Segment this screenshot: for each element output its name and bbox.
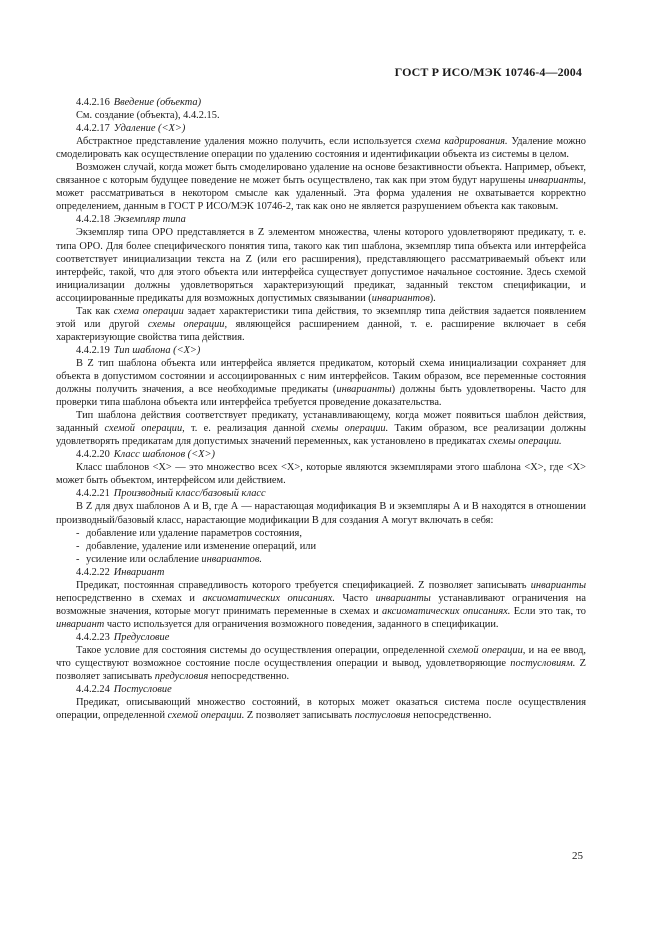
section-heading xyxy=(56,448,586,461)
paragraph: Такое условие для состояния системы до осуществления операции, определенной схемой операции, и на ее ввод, что существуют возможное состояние после осуществления операции и вывод, удовлетворяющие постусловиям. Z позволяет записывать предусловия непосредственно. xyxy=(56,644,586,683)
section-title: Класс шаблонов (<X>) xyxy=(113,449,215,461)
section-title: Тип шаблона (<X>) xyxy=(113,344,201,356)
italic-term: инвариант xyxy=(56,618,105,630)
italic-term: постусловия xyxy=(354,710,411,722)
page-header: ГОСТ Р ИСО/МЭК 10746-4—2004 xyxy=(394,65,582,79)
section-number: 4.4.2.19 xyxy=(76,344,110,356)
paragraph: Тип шаблона действия соответствует предикату, устанавливающему, когда может появиться шаблон действия, заданный схемой операции, т. е. реализация данной схемы операции. Таким образом, все реализации должны удовлетворять предикатам для допустимых значений переменных, как установлено в предикатах схемы операции. xyxy=(56,410,586,448)
section-heading xyxy=(56,683,586,696)
section-heading xyxy=(56,566,586,579)
paragraph: В Z тип шаблона объекта или интерфейса является предикатом, который схема инициализации сохраняет для объекта в допустимом состоянии и ассоциированных с ним интерфейсов. Таким образом, все переменные состояния должны получить значения, а все необходимые предикаты (инварианты) должны быть удовлетворены. Часто для проверки типа шаблона объекта или интерфейса требуется проведение доказательства. xyxy=(56,357,586,409)
italic-term: схемой операции. xyxy=(167,710,245,722)
section-heading xyxy=(56,487,586,500)
section-number: 4.4.2.22 xyxy=(76,566,110,578)
paragraph: Предикат, описывающий множество состояний, в которых может оказаться система после осуществления операции, определенной схемой операции. Z позволяет записывать постусловия непосредственно. xyxy=(56,697,586,722)
italic-term: инварианты xyxy=(336,384,392,396)
section-heading xyxy=(56,122,586,135)
section-title: Постусловие xyxy=(113,684,172,696)
italic-term: схемой операции, xyxy=(104,423,185,435)
section-heading xyxy=(56,213,586,226)
italic-term: схемы операции. xyxy=(311,423,389,435)
italic-term: аксиоматических описаниях. xyxy=(202,592,335,604)
paragraph: Возможен случай, когда может быть смоделировано удаление на основе безактивности объекта. Например, объект, связанное с которым будущее поведение не может быть осуществлено, так как при этом будут нарушены инварианты, может рассматриваться в некотором смысле как удаленный. Эта форма удаления не охватывается корректно определением, данным в ГОСТ Р ИСО/МЭК 10746-2, так как оно не является разрушением объекта как таковым. xyxy=(56,162,586,213)
section-number: 4.4.2.24 xyxy=(76,684,110,696)
list-item: - добавление, удаление или изменение операций, или xyxy=(56,540,586,553)
section-number: 4.4.2.20 xyxy=(76,449,110,461)
section-heading xyxy=(56,96,586,109)
section-number: 4.4.2.18 xyxy=(76,214,110,226)
italic-term: инвариантов xyxy=(371,292,430,304)
paragraph: Так как схема операции задает характеристики типа действия, то экземпляр типа действия задается появлением этой или другой схемы операции, являющейся расширением данной, т. е. расширение включает в себя характеризующие свойства типа действия. xyxy=(56,305,586,343)
section-title: Производный класс/базовый класс xyxy=(113,488,266,500)
list-item: - добавление или удаление параметров состояния, xyxy=(56,527,586,540)
bullet-list xyxy=(56,527,586,566)
section-number: 4.4.2.21 xyxy=(76,488,110,500)
italic-term: постусловиям. xyxy=(510,658,576,670)
italic-term: предусловия xyxy=(154,671,209,683)
section-title: Экземпляр типа xyxy=(113,214,186,226)
section-title: Введение (объекта) xyxy=(113,97,202,108)
section-heading xyxy=(56,631,586,644)
section-title: Инвариант xyxy=(113,566,165,578)
paragraph: Предикат, постоянная справедливость которого требуется спецификацией. Z позволяет записывать инварианты непосредственно в схемах и аксиоматических описаниях. Часто инварианты устанавливают ограничения на возможные значения, которые могут принимать переменные в схемах и аксиоматических описаниях. Если это так, то инвариант часто используется для ограничения возможного поведения, заданного в спецификации. xyxy=(56,579,586,630)
italic-term: аксиоматических описаниях. xyxy=(382,605,511,617)
paragraph: Экземпляр типа ОРО представляется в Z элементом множества, члены которого удовлетворяют предикату, т. е. типа ОРО. Для более специфического понятия типа, такого как тип шаблона, экземпляр типа объекта или интерфейса соответствует инициализации текста на Z (или его расширения), представляющего рассматриваемый объект или интерфейс, такой, что для этого объекта или интерфейса существует допустимое начальное состояние. Здесь схемой инициализации должны удовлетворяться характеризующий предикат, заданный текстом спецификации, и ассоциированные предикаты для возможных допустимых связывании (инвариантов). xyxy=(56,227,586,304)
paragraph: В Z для двух шаблонов А и В, где А — нарастающая модификация В и экземпляры А и В находятся в отношении производный/базовый класс, нарастающие модификации В для создания А могут включать в себя: xyxy=(56,501,586,526)
page-number: 25 xyxy=(572,850,583,862)
section-number: 4.4.2.16 xyxy=(76,97,110,108)
section-title: Предусловие xyxy=(113,631,170,643)
paragraph: Абстрактное представление удаления можно получить, если используется схема кадрирования. Удаление можно смоделировать как осуществление операции по удалению состояния и идентификации объекта из системы в целом. xyxy=(56,136,586,161)
italic-term: инварианты xyxy=(375,592,431,604)
section-number: 4.4.2.17 xyxy=(76,123,110,135)
italic-term: схемы операции, xyxy=(147,318,228,330)
italic-term: инварианты xyxy=(530,579,586,591)
paragraph: Класс шаблонов <X> — это множество всех <X>, которые являются экземплярами этого шаблона <X>, где <X> может быть объектом, интерфейсом или действием. xyxy=(56,462,586,487)
italic-term: схема кадрирования. xyxy=(415,136,508,148)
section-number: 4.4.2.23 xyxy=(76,631,110,643)
section-title: Удаление (<X>) xyxy=(113,123,186,135)
italic-term: инвариантов. xyxy=(201,553,262,565)
section-heading xyxy=(56,344,586,357)
document-body xyxy=(56,96,586,722)
list-item: - усиление или ослабление инвариантов. xyxy=(56,553,586,566)
italic-term: инварианты, xyxy=(528,175,586,187)
italic-term: схемы операции. xyxy=(488,436,562,448)
italic-term: схемой операции, xyxy=(448,644,526,656)
paragraph: См. создание (объекта), 4.4.2.15. xyxy=(76,110,220,122)
italic-term: схема операции xyxy=(113,305,184,317)
